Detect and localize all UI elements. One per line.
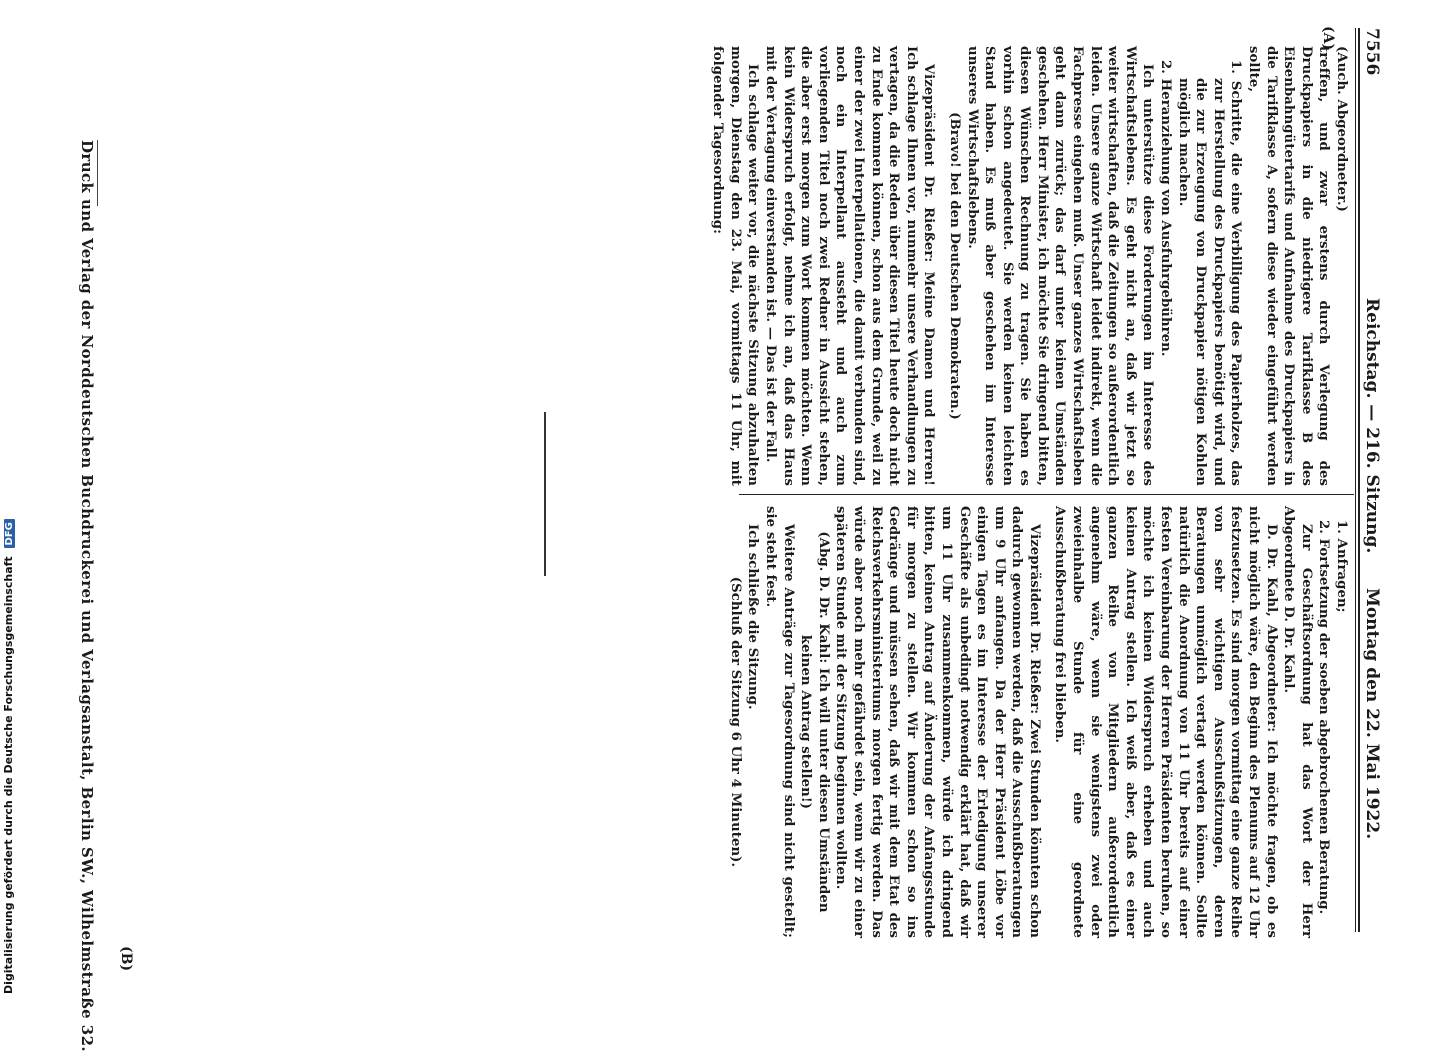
interjection: (Abg. D. Dr. Kahl: Ich will unter diesen Umständen keinen Antrag stellen!) <box>798 531 831 913</box>
margin-marker-a: (A) <box>1320 26 1336 51</box>
paragraph: treffen, und zwar erstens durch Verlegung des Druckpapiers in die niedrigere Tarifklasse B des Eisenbahngütertarifs und Aufnahme des Druckpapiers in die Tarifklasse A, sofern diese wieder eingeführt werden sollte, <box>1246 46 1332 486</box>
header-rule <box>1358 28 1360 932</box>
list-item: 1. Schritte, die eine Verbilligung des Papierholzes, das zur Herstellung des Druckpapiers benötigt wird, und die zur Erzeugung von Druckpapier nötigen Kohlen möglich machen. <box>1175 60 1244 486</box>
margin-marker-b: (B) <box>118 946 134 972</box>
paragraph: Ich unterstütze diese Forderungen im Interesse des Wirtschaftslebens. Es geht nicht an, daß wir jetzt so weiter wirtschaften, daß die Zeitungen so außerordentlich leiden. Unsere ganze Wirtschaft leidet indirekt, wenn die Fachpresse eingehen muß. Unser ganzes Wirtschaftsleben geht dann zurück; das darf unter keinen Umständen geschehen. Herr Minister, ich möchte Sie dringend bitten, diesen Wünschen Rechnung zu tragen. Sie haben es vorhin schon angedeutet. Sie werden keinen leichten Stand haben. Es muß aber geschehen im Interesse unseres Wirtschaftslebens. <box>964 46 1156 486</box>
interjection: (Bravo! bei den Deutschen Demokraten.) <box>946 112 962 420</box>
header-title: Reichstag. — 216. Sitzung. <box>1362 298 1382 554</box>
column-divider <box>739 494 1354 495</box>
paragraph: Weitere Anträge zur Tagesordnung sind nicht gestellt; sie steht fest. <box>763 506 796 938</box>
paragraph: Vizepräsident Dr. Rießer: Meine Damen und Herren! Ich schlage Ihnen vor, nunmehr unsere Verhandlungen zu vertagen, da die Reden über diesen Titel heute doch nicht zu Ende kommen können, schon aus dem Grunde, weil zu einer der zwei Interpellationen, die damit verbunden sind, noch ein Interpellant aussteht und auch zum vorliegenden Titel noch zwei Redner in Aussicht stehen, die aber erst morgen zum Wort kommen möchten. Wenn kein Widerspruch erfolgt, nehme ich an, daß das Haus mit der Vertagung einverstanden ist. — Das ist der Fall. <box>763 46 937 486</box>
right-column <box>726 506 1350 938</box>
list-item: 2. Heranziehung von Ausfuhrgebühren. <box>1158 60 1174 357</box>
paragraph: Ich schließe die Sitzung. <box>745 524 761 710</box>
digitization-note <box>2 519 15 994</box>
paragraph: Zur Geschäftsordnung hat das Wort der Herr Abgeordnete D. Dr. Kahl. <box>1281 506 1314 938</box>
header-rule-thin <box>1355 28 1356 932</box>
speaker-continuation: (Auch. Abgeordneter.) <box>1334 46 1349 213</box>
left-column <box>709 46 1350 486</box>
dfg-logo: DFG <box>4 519 15 548</box>
agenda-item: 1. Anfragen; <box>1334 520 1349 613</box>
agenda-item: 2. Fortsetzung der soeben abgebrochenen Beratung. <box>1316 520 1332 915</box>
digitization-text: Digitalisierung gefördert durch die Deutsche Forschungsgemeinschaft <box>2 556 15 994</box>
imprint-text: Druck und Verlag der Norddeutschen Buchdruckerei und Verlagsanstalt, Berlin SW., Wilhelmstraße 32. <box>78 140 96 1052</box>
paragraph: Vizepräsident Dr. Rießer: Zwei Stunden könnten schon dadurch gewonnen werden, daß die Ausschußberatungen um 9 Uhr anfangen. Da der Herr Präsident Löbe vor einigen Tagen es im Interesse der Erledigung unserer Geschäfte als unbedingt notwendig erklärt hat, daß wir um 11 Uhr zusammenkommen, würde ich dringend bitten, keinen Antrag auf Änderung der Anfangsstunde für morgen zu stellen. Wir kommen schon so ins Gedränge und müssen sehen, daß wir mit dem Etat des Reichsverkehrsministeriums morgen fertig werden. Das würde aber noch mehr gefährdet sein, wenn wir zu einer späteren Stunde mit der Sitzung beginnen wollten. <box>833 506 1042 938</box>
paragraph: Ich schlage weiter vor, die nächste Sitzung abzuhalten morgen, Dienstag den 23. Mai, vormittags 11 Uhr, mit folgender Tagesordnung: <box>710 46 761 486</box>
header-date: Montag den 22. Mai 1922. <box>1362 588 1382 840</box>
separator-line <box>544 412 546 576</box>
imprint-line <box>78 140 98 1052</box>
paragraph: D. Dr. Kahl, Abgeordneter: Ich möchte fragen, ob es nicht möglich wäre, den Beginn des Plenums auf 12 Uhr festzusetzen. Es sind morgen vormittag eine ganze Reihe von sehr wichtigen Ausschußsitzungen, deren Beratungen unmöglich vertagt werden können. Sollte natürlich die Anordnung von 11 Uhr bereits auf einer festen Vereinbarung der Herren Präsidenten beruhen, so möchte ich keinen Widerspruch erheben und auch keinen Antrag stellen. Ich weiß aber, daß es einer ganzen Reihe von Mitgliedern außerordentlich angenehm wäre, wenn sie wenigstens zwei oder zweieinhalbe Stunde für eine geordnete Ausschußberatung frei blieben. <box>1052 506 1279 938</box>
page-number: 7556 <box>1362 28 1382 76</box>
session-close-note: (Schluß der Sitzung 6 Uhr 4 Minuten). <box>727 576 743 868</box>
